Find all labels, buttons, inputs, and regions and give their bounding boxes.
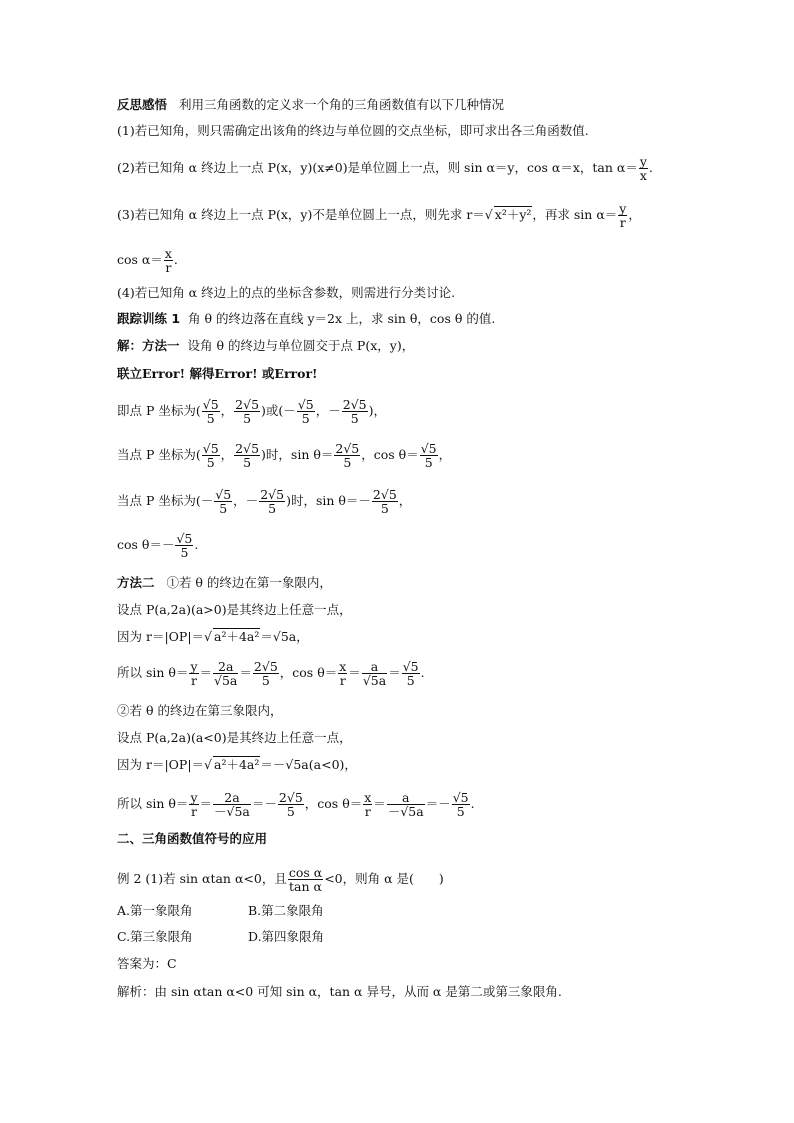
punct: . [420, 665, 425, 680]
fraction [278, 791, 304, 818]
error-line: 联立Error! 解得Error! 或Error! [117, 366, 318, 381]
fraction-den: －√5a [387, 804, 424, 819]
text: ，cos θ＝ [279, 665, 338, 680]
fraction-num: √5 [202, 397, 219, 412]
fraction-den: 5 [206, 455, 215, 470]
fraction-den: 5 [243, 411, 252, 426]
fraction-den: r [619, 215, 626, 230]
fraction-den: 5 [380, 501, 389, 516]
case-1: (1)若已知角，则只需确定出该角的终边与单位圆的交点坐标，即可求出各三角函数值. [117, 123, 589, 138]
fraction-num: 2√5 [372, 487, 397, 502]
point-p-coords [117, 398, 386, 425]
text: ，cos θ＝ [304, 796, 363, 811]
cos-theta-neg [117, 532, 198, 559]
frac-r5-5 [202, 442, 220, 469]
text: ＝－ [251, 796, 277, 811]
fraction [213, 791, 251, 818]
fraction-num: a [362, 660, 387, 674]
fraction-den: r [165, 260, 172, 275]
text: 所以 sin θ＝ [117, 796, 189, 811]
fraction-den: 5 [219, 501, 228, 516]
method-label: 方法二 [117, 575, 155, 590]
fraction-den: tan α [289, 879, 322, 894]
sqrt-x2-y2: √ x²＋y² [484, 207, 532, 222]
frac-2r5-5 [234, 398, 260, 425]
method-2-line [117, 575, 332, 591]
text: )时，sin θ＝ [261, 447, 334, 462]
text: 例 2 (1)若 sin αtan α<0，且 [117, 871, 287, 886]
sin-cos-first [117, 660, 425, 687]
text: 因为 r＝|OP|＝ [117, 757, 205, 772]
text: 当点 P 坐标为(－ [117, 493, 214, 508]
fraction [363, 791, 372, 818]
text: 即点 P 坐标为( [117, 403, 201, 418]
text: ，－ [233, 493, 259, 508]
solution-text: 设角 θ 的终边与单位圆交于点 P(x，y)， [187, 338, 415, 353]
r-op-neg [117, 756, 357, 773]
fraction-den: 5 [286, 804, 295, 819]
fraction [387, 791, 425, 818]
text: ＝－ [425, 796, 451, 811]
fraction-num: x [339, 659, 347, 674]
method-text: ①若 θ 的终边在第一象限内， [166, 575, 332, 590]
text: ，cos θ＝ [361, 447, 419, 462]
fraction-den: √5a [362, 673, 387, 688]
punct: . [194, 537, 199, 552]
text: ＝－√5a(a<0)， [260, 757, 357, 772]
fraction [402, 660, 420, 687]
r-op-pos [117, 628, 309, 645]
fraction-den: 5 [301, 411, 310, 426]
fraction [189, 791, 198, 818]
equals: ＝ [199, 796, 213, 811]
option-a[interactable]: A.第一象限角 [117, 903, 193, 918]
frac-r5-5 [214, 488, 232, 515]
reflection-text: 利用三角函数的定义求一个角的三角函数值有以下几种情况 [178, 97, 504, 112]
fraction-num: √5 [297, 397, 314, 412]
fraction-num: 2√5 [235, 441, 260, 456]
equals: ＝ [373, 796, 386, 811]
fraction-num: 2√5 [235, 397, 260, 412]
text: 所以 sin θ＝ [117, 665, 189, 680]
fraction-y-x [639, 155, 648, 182]
fraction-den: r [190, 804, 197, 819]
punct: ， [628, 207, 641, 222]
fraction-num: y [619, 201, 627, 216]
case-2 [117, 155, 653, 182]
frac-r5-5 [202, 398, 220, 425]
text: ， [220, 447, 234, 462]
fraction-num: a [387, 791, 425, 805]
punct: . [648, 160, 653, 175]
frac-r5-5 [420, 442, 438, 469]
reflection-line [117, 97, 504, 113]
exercise-1-line [117, 311, 495, 327]
case-first-point [117, 442, 451, 469]
equals: ＝ [388, 665, 401, 680]
fraction-den: 5 [243, 455, 252, 470]
fraction-cos-tan [288, 866, 323, 893]
case-3 [117, 202, 641, 229]
fraction-den: 5 [343, 455, 352, 470]
fraction-num: x [164, 246, 172, 261]
fraction-den: 5 [350, 411, 359, 426]
fraction-den: 5 [268, 501, 277, 516]
analysis: 解析：由 sin αtan α<0 可知 sin α，tan α 异号，从而 α 是第二或第三象限角. [117, 984, 562, 999]
fraction-num: √5 [202, 441, 219, 456]
text: ， [398, 493, 412, 508]
text: )， [368, 403, 387, 418]
fraction-den: r [190, 673, 197, 688]
fraction-num: 2√5 [342, 397, 367, 412]
cos-label: cos α＝ [117, 252, 163, 267]
fraction-den: 5 [180, 545, 189, 560]
frac-2r5-5 [259, 488, 285, 515]
fraction-num: √5 [402, 659, 419, 674]
answer: 答案为：C [117, 956, 177, 971]
fraction [338, 660, 347, 687]
fraction-den: r [339, 673, 346, 688]
fraction-den: 5 [261, 673, 270, 688]
section-heading: 二、三角函数值符号的应用 [117, 831, 268, 846]
text: cos θ＝－ [117, 537, 175, 552]
fraction [452, 791, 470, 818]
fraction-num: √5 [176, 531, 193, 546]
fraction-num: 2a [213, 791, 251, 805]
fraction [362, 660, 387, 687]
fraction-den: －√5a [214, 804, 250, 819]
example-2-question [117, 866, 444, 893]
fraction-num: y [639, 154, 647, 169]
fraction-den: √5a [214, 673, 238, 688]
case-2-text: (2)若已知角 α 终边上一点 P(x，y)(x≠0)是单位圆上一点，则 sin α＝y，cos α＝x，tan α＝ [117, 160, 638, 175]
fraction-num: √5 [420, 441, 437, 456]
reflection-heading: 反思感悟 [117, 97, 168, 112]
option-b[interactable]: B.第二象限角 [248, 903, 324, 918]
fraction-num: 2√5 [260, 487, 285, 502]
text: ， [438, 447, 452, 462]
case-3-text: (3)若已知角 α 终边上一点 P(x，y)不是单位圆上一点，则先求 r＝ [117, 207, 485, 222]
point-a-2a-neg: 设点 P(a,2a)(a<0)是其终边上任意一点， [117, 730, 352, 745]
exercise-label: 跟踪训练 1 [117, 311, 181, 326]
fraction-num: 2√5 [253, 659, 278, 674]
punct: . [470, 796, 475, 811]
text: ， [220, 403, 234, 418]
sin-cos-third [117, 791, 475, 818]
radicand: x²＋y² [494, 207, 532, 222]
text: <0，则角 α 是( ) [324, 871, 444, 886]
fraction-num: cos α [288, 865, 323, 880]
frac-r5-5 [175, 532, 193, 559]
case-3-cos [117, 247, 178, 274]
solution-label: 解：方法一 [117, 338, 180, 353]
fraction-x-r [164, 247, 173, 274]
options-row-1 [117, 903, 324, 919]
exercise-text: 角 θ 的终边落在直线 y＝2x 上，求 sin θ，cos θ 的值. [188, 311, 496, 326]
fraction-y-r [618, 202, 627, 229]
text: )或(－ [261, 403, 296, 418]
option-d[interactable]: D.第四象限角 [248, 929, 325, 944]
fraction-num: y [190, 790, 198, 805]
sqrt-a2-4a2: √ a²＋4a² [204, 629, 260, 644]
text: 因为 r＝|OP|＝ [117, 629, 205, 644]
fraction-num: x [364, 790, 372, 805]
fraction-den: 5 [206, 411, 215, 426]
equals: ＝ [199, 665, 213, 680]
sqrt-a2-4a2: √ a²＋4a² [204, 757, 260, 772]
fraction-num: 2√5 [278, 790, 303, 805]
case-3-text-2: ，再求 sin α＝ [532, 207, 618, 222]
option-c[interactable]: C.第三象限角 [117, 929, 193, 944]
fraction-num: √5 [452, 790, 469, 805]
fraction-num: √5 [215, 487, 232, 502]
equals: ＝ [239, 665, 252, 680]
text: ，－ [315, 403, 341, 418]
frac-2r5-5 [334, 442, 360, 469]
radicand: a²＋4a² [214, 629, 260, 644]
equals: ＝ [348, 665, 361, 680]
fraction-num: 2a [213, 660, 238, 674]
third-quadrant-line: ②若 θ 的终边在第三象限内， [117, 703, 283, 718]
frac-2r5-5 [372, 488, 398, 515]
fraction [213, 660, 238, 687]
frac-2r5-5 [234, 442, 260, 469]
point-a-2a-pos: 设点 P(a,2a)(a>0)是其终边上任意一点， [117, 602, 352, 617]
text: )时，sin θ＝－ [286, 493, 371, 508]
frac-2r5-5 [342, 398, 368, 425]
fraction-den: r [364, 804, 371, 819]
frac-r5-5 [297, 398, 315, 425]
fraction-den: 5 [424, 455, 433, 470]
fraction [253, 660, 279, 687]
method-1-line [117, 338, 414, 354]
fraction-den: 5 [456, 804, 465, 819]
fraction [189, 660, 198, 687]
text: ＝√5a， [260, 629, 309, 644]
punct: . [173, 252, 178, 267]
fraction-num: y [190, 659, 198, 674]
fraction-den: 5 [406, 673, 415, 688]
text: 当点 P 坐标为( [117, 447, 201, 462]
fraction-den: x [639, 168, 647, 183]
case-4: (4)若已知角 α 终边上的点的坐标含参数，则需进行分类讨论. [117, 285, 456, 300]
options-row-2 [117, 929, 324, 945]
fraction-num: 2√5 [335, 441, 360, 456]
radicand: a²＋4a² [214, 757, 260, 772]
case-third-point [117, 488, 411, 515]
